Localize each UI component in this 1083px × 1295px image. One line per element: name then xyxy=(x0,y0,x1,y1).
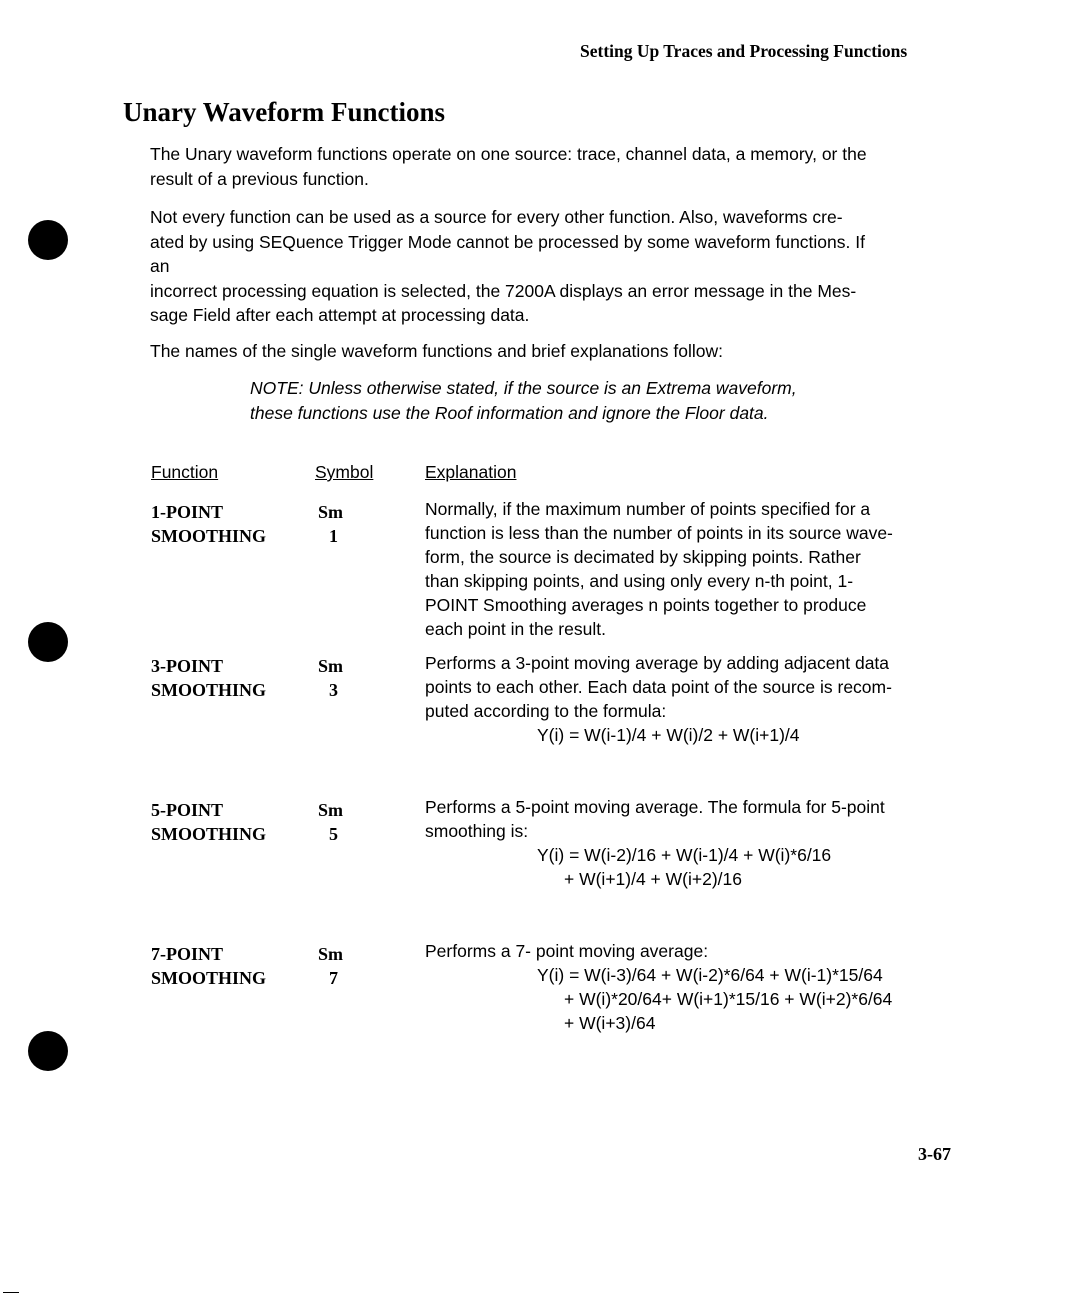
function-symbol: Sm 7 xyxy=(318,944,344,988)
function-name: 1-POINT SMOOTHING xyxy=(151,502,267,546)
function-name: 7-POINT SMOOTHING xyxy=(151,944,267,988)
column-header-function: Function xyxy=(151,462,219,482)
binder-hole-top xyxy=(28,220,68,260)
note xyxy=(250,376,797,425)
function-symbol: Sm 3 xyxy=(318,656,344,700)
running-header: Setting Up Traces and Processing Functions xyxy=(580,41,908,61)
column-header-explanation: Explanation xyxy=(425,462,517,482)
text-line: incorrect processing equation is selected, the 7200A displays an error message in the Mes- xyxy=(150,280,857,301)
paragraph-names xyxy=(150,339,960,364)
scan-mark xyxy=(3,1292,19,1293)
formula-line: Y(i) = W(i-2)/16 + W(i-1)/4 + W(i)*6/16 xyxy=(537,845,832,865)
function-symbol: Sm 1 xyxy=(318,502,344,546)
function-symbol: Sm 5 xyxy=(318,800,344,844)
note-line: NOTE: Unless otherwise stated, if the source is an Extrema waveform, xyxy=(250,378,797,398)
formula-line: + W(i+3)/64 xyxy=(564,1013,656,1033)
paragraph-intro xyxy=(150,142,960,191)
text-line: sage Field after each attempt at processing data. xyxy=(150,305,530,325)
text-line: an xyxy=(150,256,170,276)
formula-line: + W(i)*20/64+ W(i+1)*15/16 + W(i+2)*6/64 xyxy=(564,989,893,1009)
function-name: 5-POINT SMOOTHING xyxy=(151,800,267,844)
formula-line: Y(i) = W(i-1)/4 + W(i)/2 + W(i+1)/4 xyxy=(537,725,800,745)
function-explanation: Performs a 3-point moving average by adding adjacent data points to each other. Each data point of the source is recom- puted according to the formula: Y(i) = W(i-1)/4 + W(i)/2 + W(i+1)/4 xyxy=(425,651,955,747)
text-line: result of a previous function. xyxy=(150,168,369,189)
column-header-symbol: Symbol xyxy=(315,462,374,482)
binder-hole-middle xyxy=(28,622,68,662)
text-line: The names of the single waveform functions and brief explanations follow: xyxy=(150,341,723,361)
text-line: ated by using SEQuence Trigger Mode cannot be processed by some waveform functions. If xyxy=(150,231,865,252)
binder-hole-bottom xyxy=(28,1031,68,1071)
section-title: Unary Waveform Functions xyxy=(123,97,445,127)
text-line: Not every function can be used as a source for every other function. Also, waveforms cre- xyxy=(150,207,843,227)
function-explanation: Normally, if the maximum number of points specified for a function is less than the number of points in its source wave- form, the source is decimated by skipping points. Rather than skipping points, and using only every n-th point, 1- POINT Smoothing averages n points together to produce each point in the result. xyxy=(425,499,893,639)
function-name: 3-POINT SMOOTHING xyxy=(151,656,267,700)
formula-line: Y(i) = W(i-3)/64 + W(i-2)*6/64 + W(i-1)*15/64 xyxy=(537,965,883,985)
page-number: 3-67 xyxy=(918,1144,951,1164)
note-line: these functions use the Roof information and ignore the Floor data. xyxy=(250,402,769,423)
text-line: The Unary waveform functions operate on one source: trace, channel data, a memory, or the xyxy=(150,144,867,164)
function-explanation: Performs a 5-point moving average. The formula for 5-point smoothing is: Y(i) = W(i-2)/16 + W(i-1)/4 + W(i)*6/16 + W(i+1)/4 + W(i+2)/16 xyxy=(425,795,955,891)
function-explanation: Performs a 7- point moving average: Y(i) = W(i-3)/64 + W(i-2)*6/64 + W(i-1)*15/64 + W(i)*20/64+ W(i+1)*15/16 + W(i+2)*6/64 + W(i+3)/64 xyxy=(425,939,955,1035)
formula-line: + W(i+1)/4 + W(i+2)/16 xyxy=(564,869,742,889)
paragraph-sources xyxy=(150,205,960,328)
